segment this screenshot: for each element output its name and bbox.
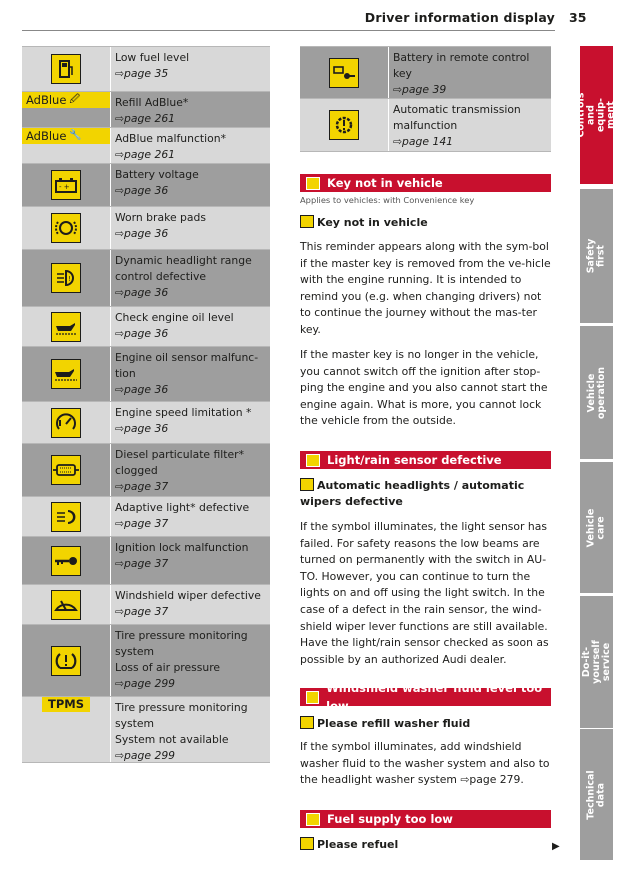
row-label: tion (115, 367, 136, 380)
page-reference-link[interactable]: ⇨page 36 (115, 184, 169, 197)
subheading-fuel (300, 837, 551, 853)
continue-arrow-icon: ▶ (552, 841, 560, 852)
row-text (389, 47, 551, 98)
row-label: Diesel particulate filter* (115, 448, 245, 461)
row-text (111, 347, 270, 401)
applies-to: Applies to vehicles: with Convenience key (300, 195, 475, 205)
row-icon-cell (22, 128, 111, 163)
washer-fluid-icon (300, 716, 314, 729)
svg-text:- +: - + (59, 183, 70, 191)
sidebar-tab-label: Technical data (585, 769, 607, 820)
row-text (111, 585, 270, 624)
row-icon-cell (300, 47, 389, 98)
row-label: system (115, 717, 155, 730)
row-icon-cell (22, 250, 111, 306)
row-text (111, 402, 270, 443)
subheading-light (300, 478, 551, 510)
ignition-key-icon (51, 546, 81, 576)
table-row (22, 92, 270, 128)
row-label: Automatic transmission (393, 103, 521, 116)
key-icon (306, 177, 320, 190)
subheading-key (300, 215, 551, 231)
fuel-pump-icon (300, 837, 314, 850)
row-text (111, 250, 270, 306)
sidebar-tab[interactable] (580, 729, 613, 860)
sidebar-tab[interactable] (575, 46, 617, 184)
page-reference-link[interactable]: ⇨page 36 (115, 327, 169, 340)
row-text (389, 99, 551, 151)
table-row (22, 128, 270, 164)
row-label: Refill AdBlue* (115, 96, 189, 109)
sidebar-tab-label: Safety first (585, 238, 607, 274)
header-rule (22, 30, 555, 31)
row-label: Worn brake pads (115, 211, 206, 224)
page-reference-link[interactable]: ⇨page 261 (115, 112, 176, 125)
row-icon-cell (22, 47, 111, 91)
section-key-not-in-vehicle (300, 174, 551, 192)
row-icon-cell (22, 347, 111, 401)
section-washer-fluid (300, 681, 551, 713)
key-icon (300, 215, 314, 228)
page-reference-link[interactable]: ⇨page 299 (115, 677, 176, 690)
row-icon-cell (22, 697, 111, 762)
table-row (22, 497, 270, 537)
light-sensor-icon (306, 454, 320, 467)
fuel-pump-icon (306, 813, 320, 826)
row-label: Low fuel level (115, 51, 190, 64)
row-label: Tire pressure monitoring (115, 701, 248, 714)
row-text (111, 207, 270, 249)
badge-label: AdBlue (26, 129, 67, 143)
header-title: Driver information display (364, 10, 555, 25)
section-title: Light/rain sensor defective (327, 453, 502, 467)
paragraph-light-1: If the symbol illuminates, the light sensor has failed. For safety reasons the low beams are turned on permanently with the switch in AU-TO. However, you can continue to turn the lights on and off using the light switch. In the case of a defect in the rain sensor, the wind-shield wiper lever functions are still available. Have the light/rain sensor checked as soon as possible by an authorized Audi dealer. (300, 520, 549, 666)
page-reference-link[interactable]: ⇨page 36 (115, 286, 169, 299)
paragraph-key-2: If the master key is no longer in the vehicle, you cannot switch off the ignition after stop-ping the engine and you also cannot start the engine again. What is more, you cannot lock the vehicle from the outside. (300, 348, 548, 428)
page-number: 35 (569, 10, 587, 25)
row-label: Engine speed limitation * (115, 406, 252, 419)
oil-can-min-icon (51, 312, 81, 342)
row-label: system (115, 645, 155, 658)
page-reference-link[interactable]: ⇨page 261 (115, 148, 176, 161)
paragraph-washer-1: If the symbol illuminates, add windshield washer fluid to the washer system and also to the headlight washer system ⇨page 279. (300, 740, 550, 787)
row-label: Battery in remote control (393, 51, 530, 64)
table-row (22, 625, 270, 697)
right-warning-table (300, 46, 551, 152)
table-row (22, 207, 270, 250)
sidebar-tab[interactable] (580, 596, 613, 728)
sidebar-tab[interactable] (580, 326, 613, 459)
adblue-malfunction-icon: AdBlue 🔧 (22, 128, 110, 144)
sidebar-tab[interactable] (580, 462, 613, 593)
page-reference-link[interactable]: ⇨page 37 (115, 480, 169, 493)
page-reference-link[interactable]: ⇨page 141 (393, 135, 454, 148)
section-fuel-supply (300, 810, 551, 828)
table-row (22, 402, 270, 444)
table-row (22, 250, 270, 307)
table-row (22, 585, 270, 625)
row-text (111, 444, 270, 496)
row-label: Tire pressure monitoring (115, 629, 248, 642)
headlight-range-icon (51, 263, 81, 293)
page-reference-link[interactable]: ⇨page 37 (115, 605, 169, 618)
table-row (22, 697, 270, 763)
row-text (111, 497, 270, 536)
table-row (22, 537, 270, 585)
sidebar-tab-label: Do-it-yourself service (580, 640, 612, 684)
battery-icon (51, 170, 81, 200)
row-label: control defective (115, 270, 206, 283)
row-label: Loss of air pressure (115, 661, 221, 674)
brake-pads-icon (51, 213, 81, 243)
row-label: Engine oil sensor malfunc- (115, 351, 259, 364)
page-reference-link[interactable]: ⇨page 36 (115, 383, 169, 396)
speed-limit-icon (51, 408, 81, 438)
section-light-rain-sensor (300, 451, 551, 469)
section-title: Windshield washer fluid level too low (326, 681, 543, 713)
page-reference-link[interactable]: ⇨page 36 (115, 227, 169, 240)
row-text (111, 47, 270, 91)
row-label: System not available (115, 733, 229, 746)
page-reference-link[interactable]: ⇨page 37 (115, 517, 169, 530)
sidebar-tab-label: Controls and equip-ment (575, 92, 617, 138)
row-icon-cell (22, 537, 111, 584)
wiper-icon (51, 590, 81, 620)
table-row (300, 99, 551, 152)
subheading-text: Automatic headlights / automatic wipers defective (300, 479, 525, 508)
sidebar-tab-label: Vehicle operation (585, 366, 607, 419)
row-icon-cell (22, 307, 111, 346)
badge-label: AdBlue (26, 93, 67, 107)
row-label: Adaptive light* defective (115, 501, 250, 514)
row-icon-cell (22, 497, 111, 536)
gear-warning-icon (329, 110, 359, 140)
adaptive-light-icon (51, 502, 81, 532)
row-text (111, 92, 270, 127)
row-text (111, 537, 270, 584)
row-icon-cell (22, 207, 111, 249)
table-row (22, 164, 270, 207)
row-label: Ignition lock malfunction (115, 541, 249, 554)
row-icon-cell (22, 92, 111, 127)
subheading-text: Key not in vehicle (317, 216, 428, 229)
sidebar-tab-label: Vehicle care (585, 508, 607, 547)
light-sensor-icon (300, 478, 314, 491)
table-row (22, 444, 270, 497)
tpms-icon (42, 697, 90, 712)
adblue-refill-icon: AdBlue 🖉 (22, 92, 110, 108)
row-label: AdBlue malfunction* (115, 132, 227, 145)
subheading-washer (300, 716, 551, 732)
row-text (111, 164, 270, 206)
page-reference-link[interactable]: ⇨page 39 (393, 83, 447, 96)
row-text (111, 128, 270, 163)
row-icon-cell (22, 402, 111, 443)
row-label: Battery voltage (115, 168, 199, 181)
row-icon-cell (22, 625, 111, 696)
paragraph-key-1: This reminder appears along with the sym-bol if the master key is removed from the ve-hicle with the engine running. It is intended to remind you (e.g. when changing drivers) not to continue the journey without the mas-ter key. (300, 240, 551, 336)
row-label: key (393, 67, 412, 80)
table-row (22, 307, 270, 347)
section-title: Key not in vehicle (327, 176, 443, 190)
row-text (111, 625, 270, 696)
row-text (111, 307, 270, 346)
subheading-text: Please refuel (317, 838, 399, 851)
row-icon-cell (300, 99, 389, 151)
washer-fluid-icon (306, 691, 319, 704)
row-label: Check engine oil level (115, 311, 234, 324)
row-text (111, 697, 270, 762)
row-label: Windshield wiper defective (115, 589, 261, 602)
page-reference-link[interactable]: ⇨page 36 (115, 422, 169, 435)
table-row (22, 47, 270, 92)
row-label: malfunction (393, 119, 458, 132)
fuel-pump-icon (51, 54, 81, 84)
badge-label: TPMS (48, 697, 84, 711)
left-warning-table (22, 46, 270, 763)
section-title: Fuel supply too low (327, 812, 453, 826)
row-icon-cell (22, 444, 111, 496)
page-reference-link[interactable]: ⇨page 35 (115, 67, 169, 80)
row-icon-cell (22, 585, 111, 624)
sidebar-tab[interactable] (580, 189, 613, 323)
page-reference-link[interactable]: ⇨page 299 (115, 749, 176, 762)
remote-battery-icon (329, 58, 359, 88)
row-icon-cell (22, 164, 111, 206)
table-row (22, 347, 270, 402)
oil-sensor-icon (51, 359, 81, 389)
particulate-filter-icon (51, 455, 81, 485)
page-reference-link[interactable]: ⇨page 37 (115, 557, 169, 570)
svg-text:!: ! (68, 275, 71, 283)
subheading-text: Please refill washer fluid (317, 717, 471, 730)
row-label: clogged (115, 464, 158, 477)
table-row (300, 47, 551, 99)
row-label: Dynamic headlight range (115, 254, 252, 267)
tire-pressure-icon (51, 646, 81, 676)
